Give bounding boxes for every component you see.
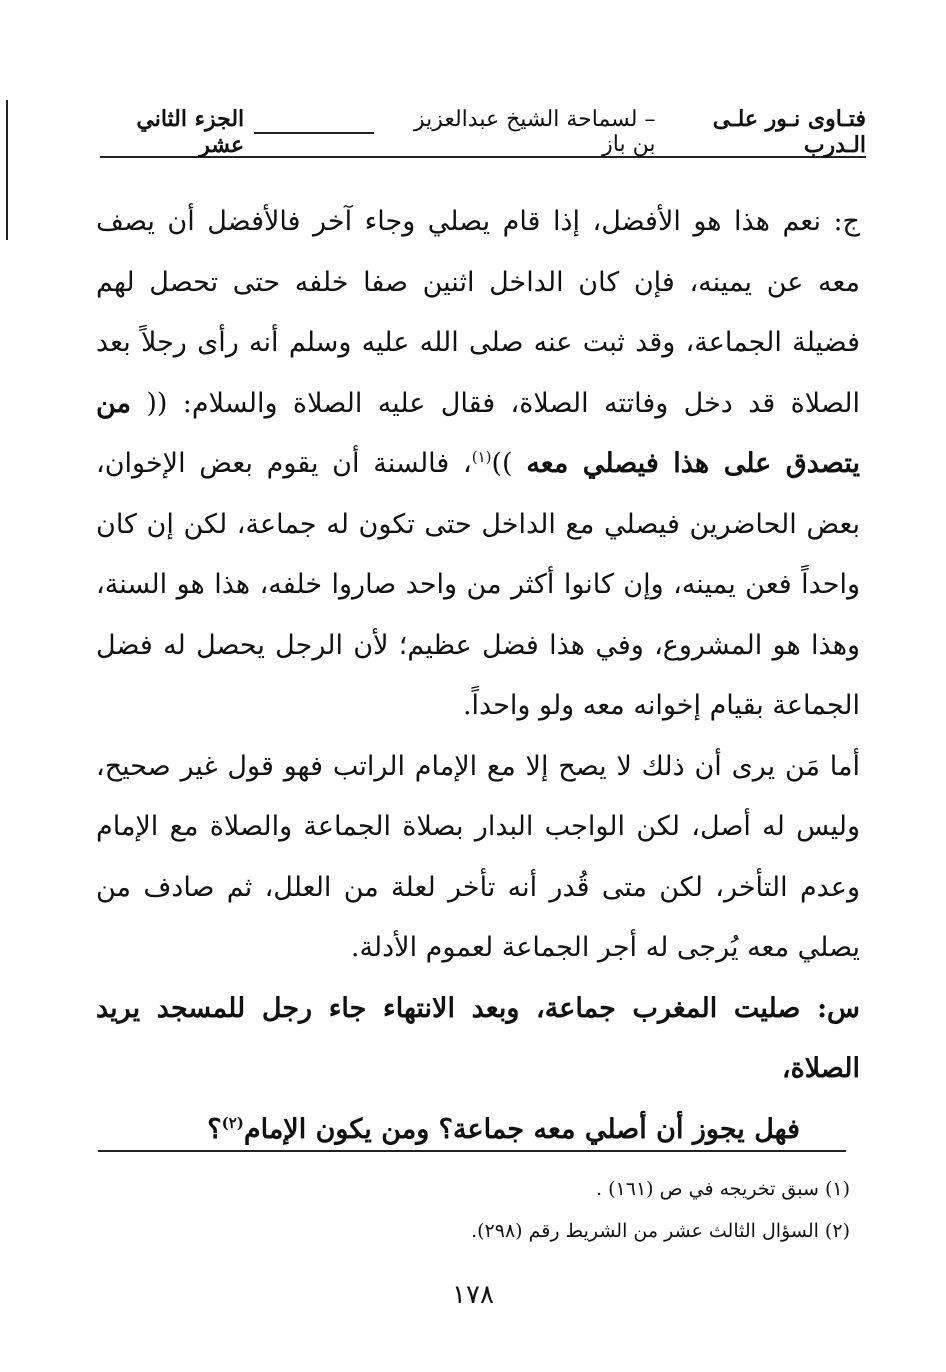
second-paragraph: أما مَن يرى أن ذلك لا يصح إلا مع الإمام الراتب فهو قول غير صحيح، وليس له أصل، لكن الواجب البدار بصلاة الجماعة والصلاة مع الإمام وعدم التأخر، لكن متى قُدر أنه تأخر لعلة من العلل، ثم صادف من يصلي معه يُرجى له أجر الجماعة لعموم الأدلة.: [96, 750, 860, 963]
volume-label: الجزء الثاني عشر: [136, 106, 245, 158]
question-mark: ؟: [207, 1113, 222, 1145]
answer-text-1: ج: نعم هذا هو الأفضل، إذا قام يصلي وجاء آخر فالأفضل أن يصف معه عن يمينه، فإن كان الداخل اثنين صفا خلفه حتى تحصل لهم فضيلة الجماعة، وقد ثبت عنه صلى الله عليه وسلم أنه رأى رجلاً بعد الصلاة قد دخل وفاتته الصلاة، فقال عليه الصلاة والسلام: ((: [96, 206, 860, 419]
footnote-1: (١) سبق تخريجه في ص (١٦١) .: [596, 1178, 850, 1200]
main-text: [96, 192, 860, 1160]
footnote-separator: [98, 1150, 846, 1152]
footnotes: [100, 1168, 850, 1252]
question-line-1: س: صليت المغرب جماعة، وبعد الانتهاء جاء رجل للمسجد يريد الصلاة،: [96, 992, 860, 1084]
footnote-2: (٢) السؤال الثالث عشر من الشريط رقم (٢٩٨).: [471, 1220, 850, 1242]
running-header: [100, 106, 866, 158]
page-number: ١٧٨: [452, 1280, 494, 1310]
answer-text-2: ، فالسنة أن يقوم بعض الإخوان، بعض الحاضرين فيصلي مع الداخل حتى تكون له جماعة، لكن إن كان واحداً فعن يمينه، وإن كانوا أكثر من واحد صاروا خلفه، هذا هو السنة، وهذا هو المشروع، وفي هذا فضل عظيم؛ لأن الرجل يحصل له فضل الجماعة بقيام إخوانه معه ولو واحداً.: [96, 448, 860, 721]
answer-paragraph: [96, 192, 860, 737]
question-line-2: فهل يجوز أن أصلي معه جماعة؟ ومن يكون الإمام: [243, 1113, 800, 1145]
hadith-close: )): [491, 448, 513, 479]
header-rule: [254, 132, 374, 134]
hadith-text: من يتصدق على هذا فيصلي معه: [96, 387, 860, 479]
book-title: فتـاوى نـور علـى الـدرب: [712, 106, 866, 158]
question-paragraph: [96, 979, 860, 1161]
footnote-ref-2[interactable]: (٢): [221, 1113, 244, 1132]
footnote-ref-1[interactable]: (١): [471, 448, 492, 466]
author-line: – لسماحة الشيخ عبدالعزيز بن باز: [413, 107, 656, 157]
